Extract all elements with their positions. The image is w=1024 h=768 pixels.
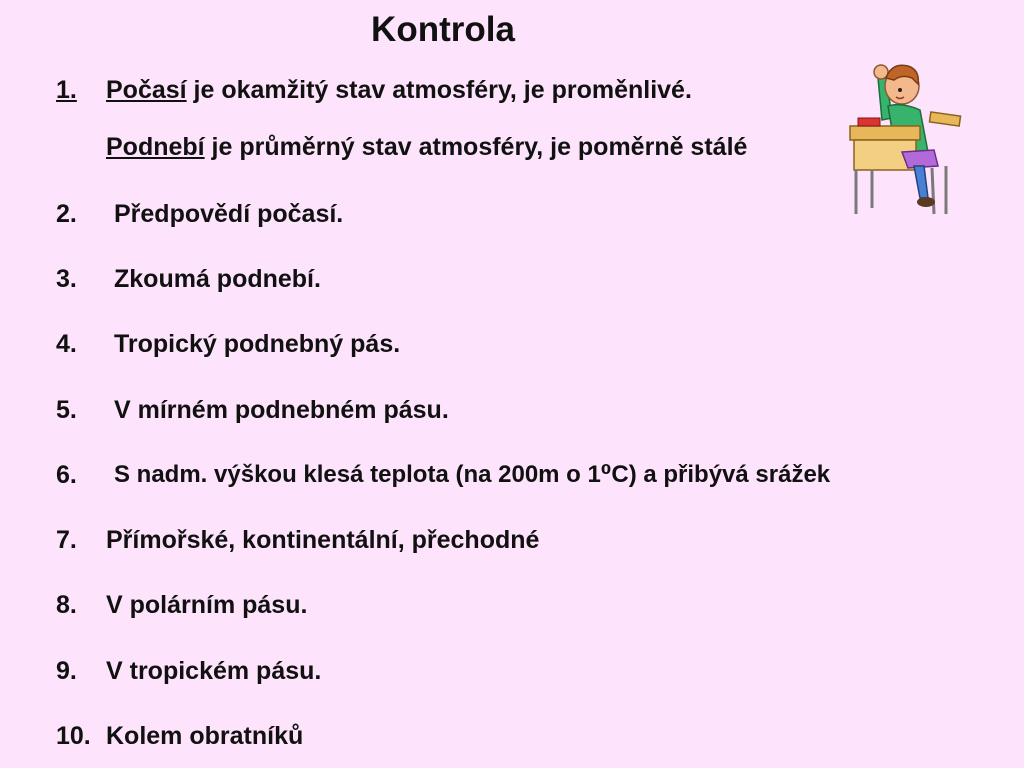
term-climate: Podnebí [106, 133, 205, 161]
student-at-desk-raising-hand-icon [842, 48, 966, 218]
degree-symbol: ⁰ [600, 461, 612, 488]
term-weather: Počasí [106, 76, 187, 104]
item-number: 7. [56, 526, 77, 554]
slide-title: Kontrola [371, 10, 515, 49]
item-number: 8. [56, 591, 77, 619]
item-text: Přímořské, kontinentální, přechodné [106, 526, 540, 554]
item-text: V mírném podnebném pásu. [114, 396, 449, 424]
item-text: Kolem obratníků [106, 722, 304, 750]
item-text: V polárním pásu. [106, 591, 308, 619]
item-number: 10. [56, 722, 91, 750]
item-text: Zkoumá podnebí. [114, 265, 321, 293]
item-number: 2. [56, 200, 77, 228]
item-text-after: C) a přibývá srážek [611, 461, 831, 488]
item-text-before: S nadm. výškou klesá teplota (na 200m o 1 [114, 461, 601, 488]
definition-weather: je okamžitý stav atmosféry, je proměnlivé. [186, 76, 692, 104]
item-text [114, 459, 830, 491]
item-number: 5. [56, 396, 77, 424]
item-number: 6. [56, 461, 77, 489]
item-number: 9. [56, 657, 77, 685]
item-text: Tropický podnebný pás. [114, 330, 401, 358]
item-number: 4. [56, 330, 77, 358]
definition-climate: je průměrný stav atmosféry, je poměrně stálé [204, 133, 748, 161]
item-number: 3. [56, 265, 77, 293]
item-text [106, 131, 747, 163]
item-text [106, 74, 692, 106]
item-text: V tropickém pásu. [106, 657, 322, 685]
item-text: Předpovědí počasí. [114, 200, 344, 228]
item-number: 1. [56, 76, 77, 104]
